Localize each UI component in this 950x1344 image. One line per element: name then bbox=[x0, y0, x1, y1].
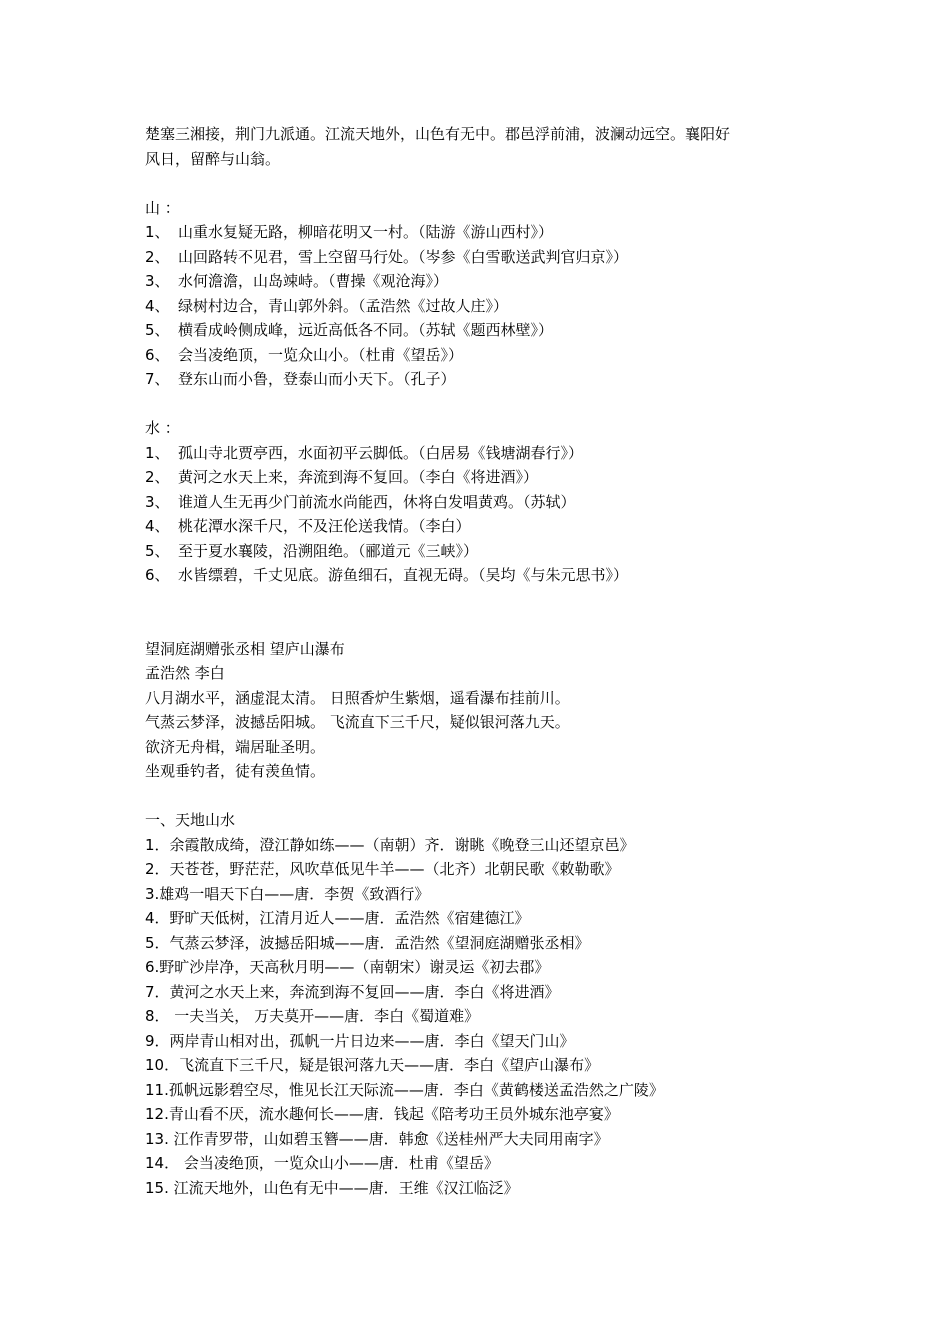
section-list bbox=[145, 833, 805, 1201]
list-item: 7、 登东山而小鲁，登泰山而小天下。（孔子） bbox=[145, 370, 456, 388]
list-item: 14． 会当凌绝顶，一览众山小——唐．杜甫《望岳》 bbox=[145, 1154, 499, 1172]
list-item: 2、 山回路转不见君，雪上空留马行处。（岑参《白雪歌送武判官归京》） bbox=[145, 247, 629, 266]
poem-line: 坐观垂钓者，徒有羡鱼情。 bbox=[145, 762, 326, 780]
list-item: 5．气蒸云梦泽，波撼岳阳城——唐．孟浩然《望洞庭湖赠张丞相》 bbox=[145, 933, 590, 952]
list-item: 6.野旷沙岸净，天高秋月明——（南朝宋）谢灵运《初去郡》 bbox=[145, 958, 550, 976]
list-item: 8． 一夫当关， 万夫莫开——唐．李白《蜀道难》 bbox=[145, 1007, 480, 1025]
list-item: 3.雄鸡一唱天下白——唐．李贺《致酒行》 bbox=[145, 884, 430, 903]
list-item: 15. 江流天地外，山色有无中——唐．王维《汉江临泛》 bbox=[145, 1178, 519, 1197]
mountain-heading: 山 ： bbox=[145, 198, 180, 217]
list-item: 2．天苍苍，野茫茫，风吹草低见牛羊——（北齐）北朝民歌《敕勒歌》 bbox=[145, 860, 620, 878]
list-item: 7．黄河之水天上来，奔流到海不复回——唐．李白《将进酒》 bbox=[145, 982, 560, 1001]
list-item: 1．余霞散成绮，澄江静如练——（南朝）齐．谢眺《晚登三山还望京邑》 bbox=[145, 835, 635, 854]
intro-line-2: 风日，留醉与山翁。 bbox=[145, 149, 281, 168]
water-heading: 水 ： bbox=[145, 419, 180, 437]
poem-line: 八月湖水平，涵虚混太清。 日照香炉生紫烟，遥看瀑布挂前川。 bbox=[145, 688, 570, 707]
list-item: 2、 黄河之水天上来，奔流到海不复回。（李白《将进酒》） bbox=[145, 468, 539, 486]
list-item: 10．飞流直下三千尺，疑是银河落九天——唐．李白《望庐山瀑布》 bbox=[145, 1056, 600, 1074]
list-item: 13. 江作青罗带，山如碧玉簪——唐．韩愈《送桂州严大夫同用南字》 bbox=[145, 1129, 609, 1148]
poem-titles: 望洞庭湖赠张丞相 望庐山瀑布 bbox=[145, 639, 345, 658]
list-item: 1、 孤山寺北贾亭西，水面初平云脚低。（白居易《钱塘湖春行》） bbox=[145, 443, 584, 462]
list-item: 5、 至于夏水襄陵，沿溯阻绝。（郦道元《三峡》） bbox=[145, 541, 479, 560]
list-item: 3、 水何澹澹，山岛竦峙。（曹操《观沧海》） bbox=[145, 272, 449, 290]
list-item: 3、 谁道人生无再少门前流水尚能西，休将白发唱黄鸡。（苏轼） bbox=[145, 492, 576, 511]
mountain-list bbox=[145, 220, 805, 392]
poem-line: 气蒸云梦泽，波撼岳阳城。 飞流直下三千尺，疑似银河落九天。 bbox=[145, 713, 570, 731]
list-item: 9．两岸青山相对出，孤帆一片日边来——唐．李白《望天门山》 bbox=[145, 1031, 575, 1050]
list-item: 4、 桃花潭水深千尺，不及汪伦送我情。（李白） bbox=[145, 517, 471, 535]
list-item: 5、 横看成岭侧成峰，远近高低各不同。（苏轼《题西林壁》） bbox=[145, 321, 554, 339]
document-page bbox=[145, 122, 805, 1200]
intro-line-1: 楚塞三湘接，荆门九派通。江流天地外，山色有无中。郡邑浮前浦，波澜动远空。襄阳好 bbox=[145, 125, 731, 143]
list-item: 4．野旷天低树，江清月近人——唐．孟浩然《宿建德江》 bbox=[145, 909, 530, 927]
water-list bbox=[145, 441, 805, 588]
list-item: 6、 水皆缥碧，千丈见底。游鱼细石，直视无碍。（吴均《与朱元思书》） bbox=[145, 566, 629, 584]
section-heading: 一、天地山水 bbox=[145, 811, 236, 829]
list-item: 4、 绿树村边合，青山郭外斜。（孟浩然《过故人庄》） bbox=[145, 296, 509, 315]
poem-line: 欲济无舟楫，端居耻圣明。 bbox=[145, 737, 326, 756]
poem-authors: 孟浩然 李白 bbox=[145, 664, 225, 682]
list-item: 12.青山看不厌，流水趣何长——唐．钱起《陪考功王员外城东池亭宴》 bbox=[145, 1105, 619, 1123]
list-item: 1、 山重水复疑无路，柳暗花明又一村。（陆游《游山西村》） bbox=[145, 223, 554, 241]
list-item: 11.孤帆远影碧空尽，惟见长江天际流——唐．李白《黄鹤楼送孟浩然之广陵》 bbox=[145, 1080, 664, 1099]
list-item: 6、 会当凌绝顶，一览众山小。（杜甫《望岳》） bbox=[145, 345, 464, 364]
